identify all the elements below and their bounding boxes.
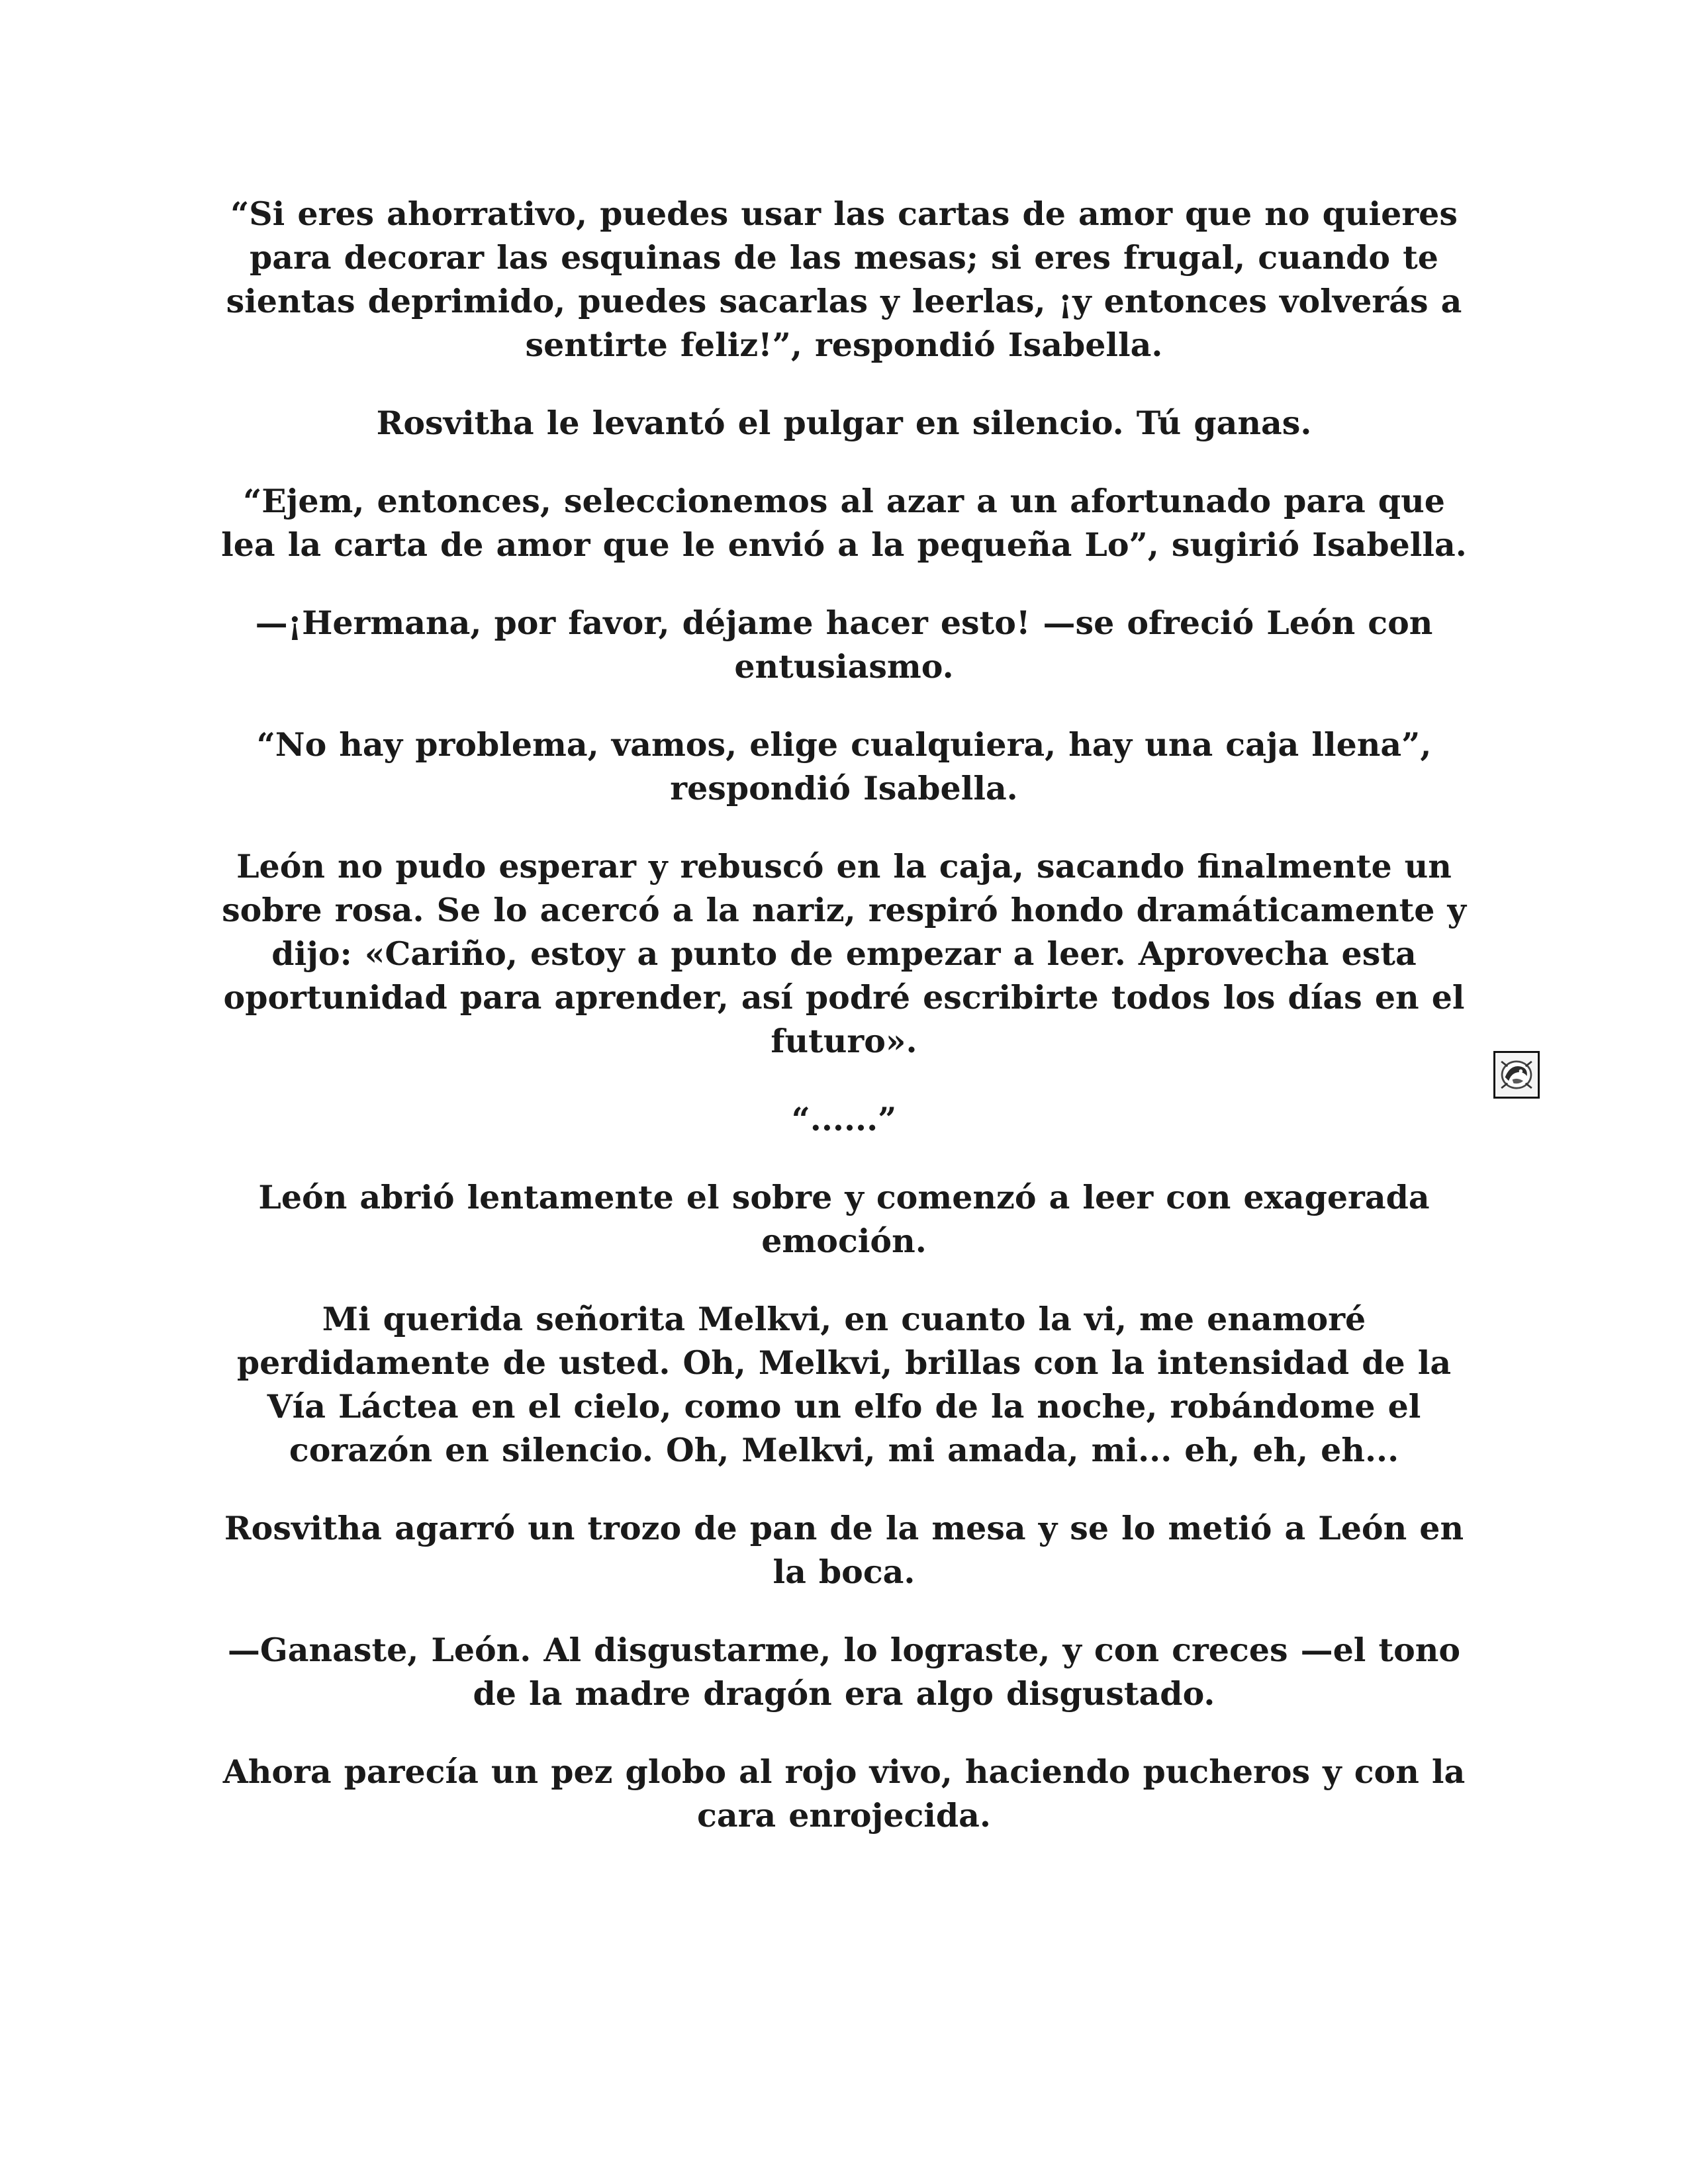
paragraph-9: Mi querida señorita Melkvi, en cuanto la vi, me enamoré perdidamente de usted. Oh, Melkvi, brillas con la intensidad de la Vía Láctea en el cielo, como un elfo de la noche, robándome el corazón en silencio. Oh, Melkvi, mi amada, mi... eh, eh, eh... (236, 1300, 1452, 1469)
paragraph-11: —Ganaste, León. Al disgustarme, lo lograste, y con creces —el tono de la madre dragón era algo disgustado. (227, 1631, 1461, 1713)
paragraph-6: León no pudo esperar y rebuscó en la caja, sacando finalmente un sobre rosa. Se lo acercó a la nariz, respiró hondo dramáticamente y dijo: «Cariño, estoy a punto de empezar a leer. Aprovecha esta oportunidad para aprender, así podré escribirte todos los días en el futuro». (222, 847, 1466, 1060)
watermark-emblem-icon (1493, 1051, 1540, 1099)
paragraph-3: “Ejem, entonces, seleccionemos al azar a un afortunado para que lea la carta de amor que le envió a la pequeña Lo”, sugirió Isabella. (221, 482, 1467, 564)
paragraph-10: Rosvitha agarró un trozo de pan de la mesa y se lo metió a León en la boca. (224, 1509, 1464, 1591)
paragraph-2: Rosvitha le levantó el pulgar en silencio. Tú ganas. (376, 404, 1312, 442)
paragraph-4: —¡Hermana, por favor, déjame hacer esto! —se ofreció León con entusiasmo. (255, 604, 1433, 686)
paragraph-5: “No hay problema, vamos, elige cualquiera, hay una caja llena”, respondió Isabella. (256, 725, 1432, 807)
paragraph-8: León abrió lentamente el sobre y comenzó a leer con exagerada emoción. (258, 1178, 1430, 1260)
document-body (218, 192, 1470, 1872)
paragraph-1: “Si eres ahorrativo, puedes usar las cartas de amor que no quieres para decorar las esquinas de las mesas; si eres frugal, cuando te sientas deprimido, puedes sacarlas y leerlas, ¡y entonces volverás a sentirte feliz!”, respondió Isabella. (226, 195, 1462, 364)
paragraph-12: Ahora parecía un pez globo al rojo vivo, haciendo pucheros y con la cara enrojecida. (222, 1752, 1466, 1835)
paragraph-7: “......” (791, 1100, 897, 1138)
